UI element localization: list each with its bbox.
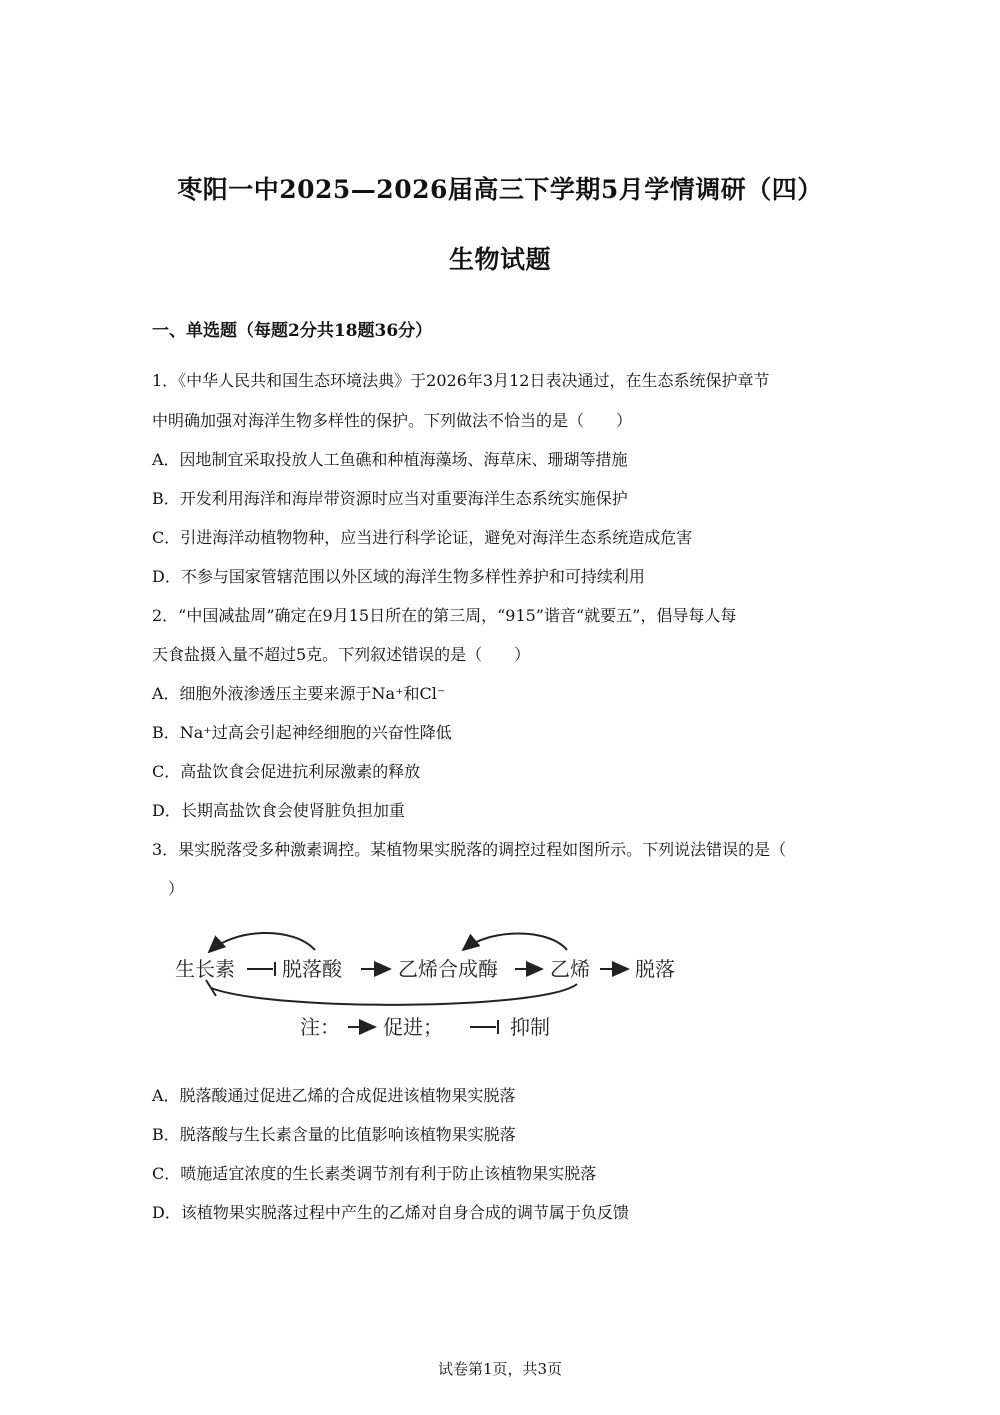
node-ethylene: 乙烯 — [550, 957, 590, 981]
ethylene-to-synthase-curve — [463, 934, 567, 951]
q2-option-a: A．细胞外液渗透压主要来源于Na⁺和Cl⁻ — [152, 684, 446, 703]
q3-stem-line-2: ） — [152, 879, 185, 898]
q1-stem-line-2: 中明确加强对海洋生物多样性的保护。下列做法不恰当的是（ ） — [152, 411, 633, 430]
legend-inhibit-symbol — [470, 1020, 498, 1034]
regulation-diagram — [165, 922, 685, 1052]
node-abscission: 脱落 — [635, 957, 675, 981]
q2-option-d: D．长期高盐饮食会使肾脏负担加重 — [152, 801, 405, 820]
node-ethylene-synthase: 乙烯合成酶 — [398, 957, 498, 981]
section-heading: 一、单选题（每题2分共18题36分） — [152, 321, 433, 341]
exam-subject: 生物试题 — [448, 245, 551, 274]
q3-option-b: B．脱落酸与生长素含量的比值影响该植物果实脱落 — [152, 1125, 516, 1144]
q3-stem-line-1: 3．果实脱落受多种激素调控。某植物果实脱落的调控过程如图所示。下列说法错误的是（ — [152, 840, 787, 859]
q1-option-a: A．因地制宜采取投放人工鱼礁和种植海藻场、海草床、珊瑚等措施 — [152, 450, 628, 469]
q1-option-c: C．引进海洋动植物物种，应当进行科学论证，避免对海洋生态系统造成危害 — [152, 528, 693, 547]
node-abscisic-acid: 脱落酸 — [282, 957, 342, 981]
q1-option-b: B．开发利用海洋和海岸带资源时应当对重要海洋生态系统实施保护 — [152, 489, 628, 508]
diagram-legend — [300, 1015, 550, 1039]
node-auxin: 生长素 — [175, 957, 235, 981]
q1-option-d: D．不参与国家管辖范围以外区域的海洋生物多样性养护和可持续利用 — [152, 567, 645, 586]
q1-stem-line-1: 1．《中华人民共和国生态环境法典》于2026年3月12日表决通过，在生态系统保护章节 — [152, 371, 770, 390]
ethylene-inhibits-auxin-curve — [206, 980, 577, 1005]
legend-inhibit-label: 抑制 — [510, 1015, 550, 1039]
auxin-inhibits-aba-arrow — [247, 962, 275, 976]
aba-to-auxin-curve — [209, 933, 315, 952]
exam-title: 枣阳一中2025—2026届高三下学期5月学情调研（四） — [177, 175, 823, 204]
q3-option-c: C．喷施适宜浓度的生长素类调节剂有利于防止该植物果实脱落 — [152, 1164, 597, 1183]
q3-option-a: A．脱落酸通过促进乙烯的合成促进该植物果实脱落 — [152, 1086, 516, 1105]
q2-stem-line-1: 2．“中国减盐周”确定在9月15日所在的第三周，“915”谐音“就要五”，倡导每人每 — [152, 606, 737, 625]
q2-option-c: C．高盐饮食会促进抗利尿激素的释放 — [152, 762, 421, 781]
q2-option-b: B．Na⁺过高会引起神经细胞的兴奋性降低 — [152, 723, 452, 742]
legend-promote-label: 促进； — [383, 1015, 443, 1039]
q3-option-d: D．该植物果实脱落过程中产生的乙烯对自身合成的调节属于负反馈 — [152, 1203, 629, 1222]
q2-stem-line-2: 天食盐摄入量不超过5克。下列叙述错误的是（ ） — [152, 645, 531, 664]
legend-prefix: 注： — [300, 1015, 340, 1039]
page-footer: 试卷第1页，共3页 — [437, 1360, 563, 1378]
